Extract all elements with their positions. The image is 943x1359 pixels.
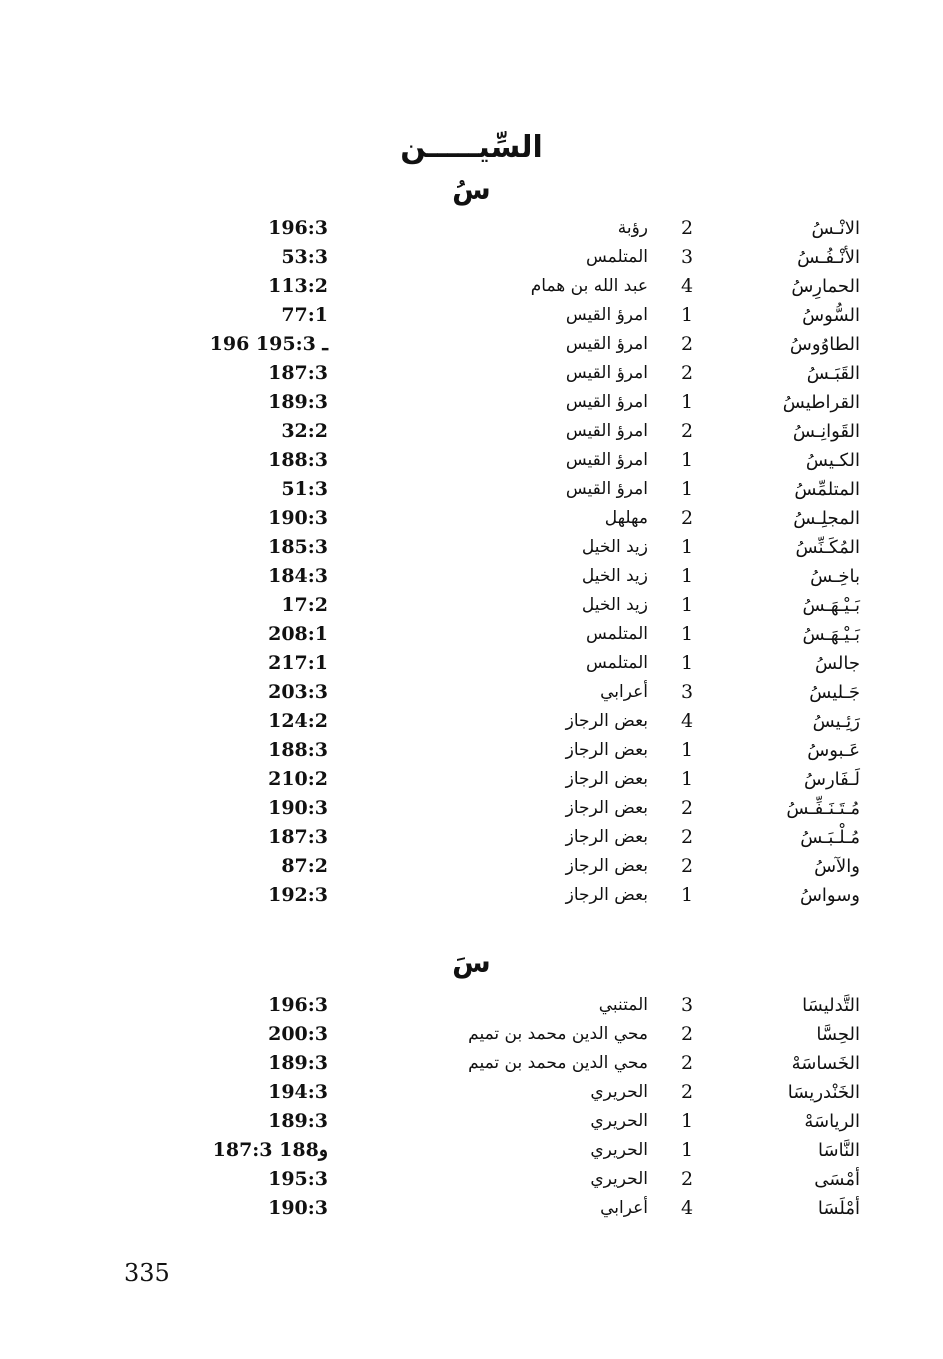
rhyme-word: رَئِـيسُ: [812, 711, 860, 732]
page-reference: 190:3: [268, 507, 328, 529]
verse-count: 2: [680, 507, 694, 529]
page-reference: 203:3: [268, 681, 328, 703]
page-reference: 189:3: [268, 391, 328, 413]
rhyme-word: الرياسَهْ: [804, 1111, 860, 1132]
page-reference: 192:3: [268, 884, 328, 906]
page-reference: 187:3: [268, 362, 328, 384]
index-row: [0, 272, 943, 301]
rhyme-word: السُّوسُ: [802, 305, 860, 326]
poet-name: امرؤ القيس: [565, 421, 648, 441]
page-reference: 124:2: [268, 710, 328, 732]
poet-name: امرؤ القيس: [565, 479, 648, 499]
index-row: [0, 991, 943, 1020]
rhyme-word: باخِـسُ: [810, 566, 860, 587]
rhyme-word: بَـيْـهَـسُ: [802, 595, 860, 616]
poet-name: المتلمس: [586, 653, 648, 673]
index-row: [0, 243, 943, 272]
rhyme-word: الحمارِسُ: [791, 276, 860, 297]
page-reference: 195:3: [268, 1168, 328, 1190]
verse-count: 1: [680, 478, 694, 500]
verse-count: 2: [680, 1052, 694, 1074]
poet-name: الحريري: [590, 1082, 648, 1102]
poet-name: بعض الرجاز: [565, 885, 648, 905]
page-reference: 53:3: [281, 246, 328, 268]
poet-name: زيد الخيل: [581, 566, 648, 586]
poet-name: امرؤ القيس: [565, 305, 648, 325]
verse-count: 1: [680, 594, 694, 616]
verse-count: 3: [680, 246, 694, 268]
page-reference: 77:1: [281, 304, 328, 326]
index-row: [0, 707, 943, 736]
section-heading-damma: سُ: [452, 173, 491, 206]
page-reference: 187:3: [268, 826, 328, 848]
verse-count: 4: [680, 275, 694, 297]
section-table-damma: [0, 214, 943, 910]
index-row: [0, 504, 943, 533]
index-row: [0, 388, 943, 417]
verse-count: 2: [680, 362, 694, 384]
poet-name: الحريري: [590, 1169, 648, 1189]
index-row: [0, 852, 943, 881]
rhyme-word: جالسُ: [814, 653, 860, 674]
verse-count: 1: [680, 391, 694, 413]
page-reference: 188:3: [268, 449, 328, 471]
rhyme-word: لَـفَارسُ: [803, 769, 860, 790]
rhyme-word: المجلِـسُ: [793, 508, 860, 529]
poet-name: بعض الرجاز: [565, 740, 648, 760]
index-row: [0, 881, 943, 910]
rhyme-word: أمْسَى: [814, 1169, 860, 1190]
verse-count: 1: [680, 304, 694, 326]
index-row: [0, 301, 943, 330]
verse-count: 1: [680, 1139, 694, 1161]
poet-name: المتلمس: [586, 247, 648, 267]
rhyme-word: وسواسُ: [799, 885, 860, 906]
rhyme-word: عَـبوسُ: [807, 740, 860, 761]
index-row: [0, 330, 943, 359]
verse-count: 1: [680, 565, 694, 587]
rhyme-word: جَـليسُ: [809, 682, 860, 703]
page-reference: 185:3: [268, 536, 328, 558]
index-row: [0, 1107, 943, 1136]
index-row: [0, 417, 943, 446]
verse-count: 1: [680, 652, 694, 674]
rhyme-word: أمْلَسَا: [817, 1198, 860, 1219]
page-reference: 190:3: [268, 797, 328, 819]
page-reference: 194:3: [268, 1081, 328, 1103]
page-reference: 188:3: [268, 739, 328, 761]
page-reference: 189:3: [268, 1110, 328, 1132]
page-reference: 196:3: [268, 994, 328, 1016]
page-reference: 208:1: [268, 623, 328, 645]
rhyme-word: النَّاسَا: [818, 1140, 860, 1161]
rhyme-word: المُكَـنِّسُ: [795, 537, 860, 558]
page-reference: 190:3: [268, 1197, 328, 1219]
page-reference: 32:2: [281, 420, 328, 442]
page-reference: 113:2: [268, 275, 328, 297]
poet-name: امرؤ القيس: [565, 334, 648, 354]
poet-name: محي الدين محمد بن تميم: [468, 1053, 648, 1073]
page-reference: 196 ـ 195:3: [209, 333, 328, 355]
rhyme-word: الأنْـفُـسُ: [797, 247, 860, 268]
verse-count: 1: [680, 739, 694, 761]
poet-name: رؤبة: [617, 218, 648, 238]
index-row: [0, 214, 943, 243]
page-reference: 17:2: [281, 594, 328, 616]
index-row: [0, 1194, 943, 1223]
index-row: [0, 823, 943, 852]
rhyme-word: القَبَـسُ: [806, 363, 860, 384]
verse-count: 2: [680, 420, 694, 442]
rhyme-word: الطاوُوسُ: [789, 334, 860, 355]
poet-name: المتلمس: [586, 624, 648, 644]
verse-count: 2: [680, 797, 694, 819]
rhyme-word: الانْـسُ: [811, 218, 860, 239]
poet-name: بعض الرجاز: [565, 827, 648, 847]
poet-name: امرؤ القيس: [565, 392, 648, 412]
index-row: [0, 765, 943, 794]
index-row: [0, 1049, 943, 1078]
section-table-fatha: [0, 991, 943, 1223]
poet-name: بعض الرجاز: [565, 711, 648, 731]
page-reference: 196:3: [268, 217, 328, 239]
page-number: 335: [124, 1259, 170, 1287]
verse-count: 1: [680, 884, 694, 906]
rhyme-word: مُـلْـبَـسُ: [800, 827, 860, 848]
page-reference: 87:2: [281, 855, 328, 877]
rhyme-word: بَـيْـهَـسُ: [802, 624, 860, 645]
page-reference: 51:3: [281, 478, 328, 500]
verse-count: 2: [680, 826, 694, 848]
rhyme-word: القراطيسُ: [782, 392, 860, 413]
rhyme-word: التَّدليسَا: [802, 995, 860, 1016]
poet-name: مهلهل: [604, 508, 648, 528]
index-row: [0, 1165, 943, 1194]
rhyme-word: والآسُ: [814, 856, 860, 877]
index-row: [0, 649, 943, 678]
poet-name: امرؤ القيس: [565, 363, 648, 383]
verse-count: 3: [680, 681, 694, 703]
index-row: [0, 475, 943, 504]
page-reference: 184:3: [268, 565, 328, 587]
verse-count: 1: [680, 623, 694, 645]
verse-count: 2: [680, 1081, 694, 1103]
index-row: [0, 1136, 943, 1165]
page-reference: 189:3: [268, 1052, 328, 1074]
poet-name: امرؤ القيس: [565, 450, 648, 470]
index-row: [0, 1020, 943, 1049]
verse-count: 2: [680, 1168, 694, 1190]
page-reference: 187:3 و188: [212, 1139, 328, 1161]
index-row: [0, 1078, 943, 1107]
verse-count: 4: [680, 710, 694, 732]
rhyme-word: مُـتَـنَـفِّـسُ: [786, 798, 860, 819]
verse-count: 2: [680, 217, 694, 239]
poet-name: الحريري: [590, 1111, 648, 1131]
verse-count: 3: [680, 994, 694, 1016]
index-row: [0, 533, 943, 562]
poet-name: عبد الله بن همام: [530, 276, 648, 296]
verse-count: 4: [680, 1197, 694, 1219]
poet-name: أعرابي: [600, 1198, 648, 1218]
rhyme-word: الكـيسُ: [805, 450, 860, 471]
rhyme-word: القَوانِـسُ: [792, 421, 860, 442]
index-row: [0, 794, 943, 823]
index-row: [0, 620, 943, 649]
index-row: [0, 591, 943, 620]
index-row: [0, 678, 943, 707]
page-reference: 200:3: [268, 1023, 328, 1045]
poet-name: الحريري: [590, 1140, 648, 1160]
poet-name: بعض الرجاز: [565, 856, 648, 876]
rhyme-word: الخَنْدريسَا: [787, 1082, 860, 1103]
page-reference: 210:2: [268, 768, 328, 790]
poet-name: بعض الرجاز: [565, 769, 648, 789]
verse-count: 1: [680, 536, 694, 558]
index-row: [0, 446, 943, 475]
poet-name: زيد الخيل: [581, 537, 648, 557]
verse-count: 2: [680, 333, 694, 355]
poet-name: بعض الرجاز: [565, 798, 648, 818]
verse-count: 1: [680, 449, 694, 471]
poet-name: المتنبي: [598, 995, 648, 1015]
page-reference: 217:1: [268, 652, 328, 674]
index-row: [0, 562, 943, 591]
chapter-title: السِّيـــــن: [400, 130, 543, 165]
rhyme-word: المتلمِّسُ: [794, 479, 860, 500]
rhyme-word: الخَساسَهْ: [791, 1053, 860, 1074]
index-row: [0, 359, 943, 388]
verse-count: 1: [680, 1110, 694, 1132]
poet-name: أعرابي: [600, 682, 648, 702]
section-heading-fatha: سَ: [452, 946, 491, 979]
poet-name: محي الدين محمد بن تميم: [468, 1024, 648, 1044]
verse-count: 1: [680, 768, 694, 790]
index-row: [0, 736, 943, 765]
verse-count: 2: [680, 1023, 694, 1045]
rhyme-word: الحِسَّا: [816, 1024, 860, 1045]
poet-name: زيد الخيل: [581, 595, 648, 615]
verse-count: 2: [680, 855, 694, 877]
